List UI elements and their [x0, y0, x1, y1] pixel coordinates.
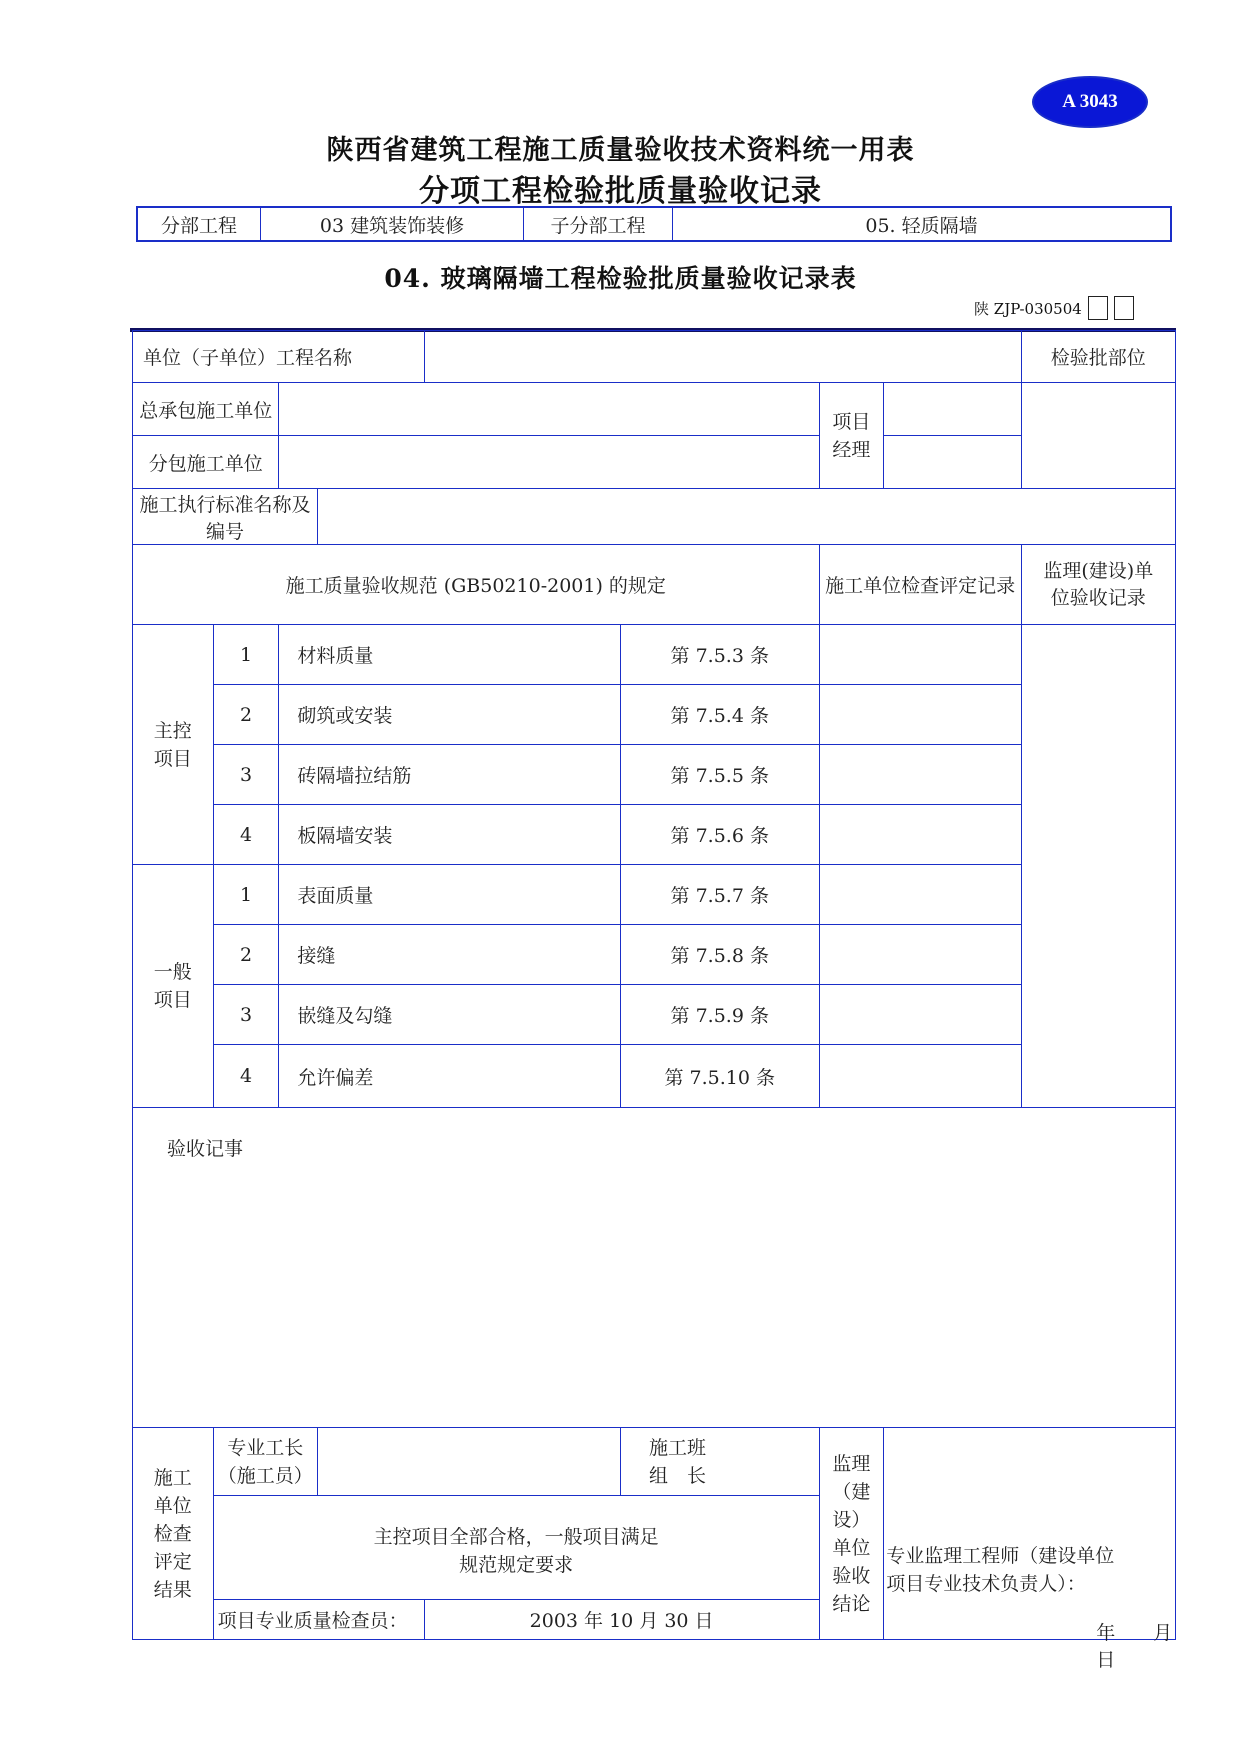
item-no: 2	[213, 685, 279, 745]
page-subtitle: 分项工程检验批质量验收记录	[419, 174, 822, 209]
standard-field[interactable]	[317, 489, 1175, 545]
inspection-location-label: 检验批部位	[1021, 331, 1175, 383]
foreman-field[interactable]	[317, 1428, 620, 1496]
result-text-2: 规范规定要求	[459, 1553, 574, 1576]
general-contractor-field[interactable]	[279, 383, 819, 436]
construction-result-label	[133, 1428, 214, 1640]
code-checkbox-1[interactable]	[1088, 296, 1108, 320]
subcontractor-field[interactable]	[279, 436, 819, 489]
item-no: 3	[213, 745, 279, 805]
sub-sub-project-label: 子分部工程	[524, 207, 673, 241]
inspector-label: 项目专业质量检查员：	[213, 1600, 424, 1640]
construction-record-cell[interactable]	[819, 685, 1021, 745]
sub-sub-project-value: 05. 轻质隔墙	[673, 207, 1172, 241]
construction-record-cell[interactable]	[819, 1045, 1021, 1108]
subcontractor-label: 分包施工单位	[133, 436, 279, 489]
item-clause: 第 7.5.5 条	[620, 745, 819, 805]
supervision-conclusion-label-2: （建设）	[832, 1480, 871, 1531]
standard-label: 施工执行标准名称及编号	[133, 489, 318, 545]
item-name: 表面质量	[279, 865, 621, 925]
item-clause: 第 7.5.6 条	[620, 805, 819, 865]
form-number-badge: A 3043	[1032, 76, 1148, 128]
item-no: 1	[213, 625, 279, 685]
construction-result-label-2: 单位	[153, 1494, 192, 1517]
item-name: 砖隔墙拉结筋	[279, 745, 621, 805]
supervision-conclusion-label-3: 单位	[832, 1536, 871, 1559]
general-items-label	[133, 865, 214, 1108]
construction-result-label-4: 评定	[153, 1550, 192, 1573]
general-items-label-1: 一般	[153, 961, 192, 983]
construction-record-cell[interactable]	[819, 985, 1021, 1045]
item-no: 2	[213, 925, 279, 985]
item-clause: 第 7.5.9 条	[620, 985, 819, 1045]
inspection-table	[132, 330, 1211, 1671]
project-manager-label	[819, 383, 884, 489]
item-clause: 第 7.5.3 条	[620, 625, 819, 685]
spec-header: 施工质量验收规范 (GB50210-2001) 的规定	[133, 545, 820, 625]
page-title: 陕西省建筑工程施工质量验收技术资料统一用表	[326, 135, 915, 166]
item-name: 砌筑或安装	[279, 685, 621, 745]
supervision-conclusion-label-4: 验收	[832, 1564, 871, 1587]
form-code-text: 陕 ZJP-030504	[974, 299, 1082, 318]
general-contractor-label: 总承包施工单位	[133, 383, 279, 436]
construction-result-label-3: 检查	[153, 1522, 192, 1545]
remarks-label: 验收记事	[167, 1138, 244, 1160]
item-clause: 第 7.5.7 条	[620, 865, 819, 925]
construction-result-label-5: 结果	[153, 1578, 192, 1601]
item-clause: 第 7.5.4 条	[620, 685, 819, 745]
result-text-1: 主控项目全部合格，一般项目满足	[373, 1525, 659, 1548]
inspector-date: 2003 年 10 月 30 日	[424, 1600, 819, 1640]
team-leader-label-2: 组 长	[648, 1464, 706, 1487]
supervision-conclusion-label-1: 监理	[832, 1452, 871, 1475]
item-name: 材料质量	[279, 625, 621, 685]
engineer-label-1: 专业监理工程师（建设单位	[886, 1545, 1115, 1567]
project-manager-label-1: 项目	[832, 410, 871, 433]
supervision-record-header-2: 位验收记录	[1050, 586, 1146, 609]
project-manager-label-2: 经理	[832, 438, 871, 461]
engineer-label	[886, 1542, 1114, 1598]
remarks-area[interactable]	[133, 1108, 1176, 1428]
item-no: 3	[213, 985, 279, 1045]
code-checkbox-2[interactable]	[1114, 296, 1134, 320]
item-no: 4	[213, 1045, 279, 1108]
supervision-date: 年 月 日	[1096, 1622, 1211, 1671]
supervision-conclusion-area[interactable]	[884, 1428, 1211, 1671]
supervision-record-header-1: 监理(建设)单	[1043, 559, 1154, 582]
project-manager-field-1[interactable]	[884, 383, 1021, 436]
item-name: 嵌缝及勾缝	[279, 985, 621, 1045]
construction-record-cell[interactable]	[819, 625, 1021, 685]
project-manager-field-2[interactable]	[884, 436, 1021, 489]
unit-name-field[interactable]	[424, 331, 1021, 383]
engineer-label-2: 项目专业技术负责人）：	[886, 1573, 1086, 1595]
construction-record-cell[interactable]	[819, 805, 1021, 865]
main-control-label-1: 主控	[153, 719, 192, 742]
item-clause: 第 7.5.8 条	[620, 925, 819, 985]
supervision-conclusion-label	[819, 1428, 884, 1640]
supervision-record-cell[interactable]	[1021, 625, 1175, 1108]
general-items-label-2: 项目	[153, 989, 192, 1011]
construction-record-cell[interactable]	[819, 925, 1021, 985]
main-control-label	[133, 625, 214, 865]
item-clause: 第 7.5.10 条	[620, 1045, 819, 1108]
construction-record-cell[interactable]	[819, 865, 1021, 925]
item-no: 4	[213, 805, 279, 865]
item-name: 接缝	[279, 925, 621, 985]
construction-record-header: 施工单位检查评定记录	[819, 545, 1021, 625]
team-leader-label-1: 施工班	[648, 1436, 706, 1459]
item-name: 板隔墙安装	[279, 805, 621, 865]
supervision-record-header	[1021, 545, 1175, 625]
result-text	[213, 1496, 819, 1600]
header-table	[136, 206, 1172, 242]
team-leader-label	[620, 1428, 819, 1496]
foreman-label	[213, 1428, 317, 1496]
supervision-conclusion-label-5: 结论	[832, 1592, 871, 1615]
inspection-location-field[interactable]	[1021, 383, 1175, 489]
form-title: 04. 玻璃隔墙工程检验批质量验收记录表	[384, 264, 857, 293]
foreman-label-2: （施工员）	[217, 1464, 313, 1487]
foreman-label-1: 专业工长	[227, 1436, 304, 1459]
sub-project-label: 分部工程	[137, 207, 261, 241]
construction-result-label-1: 施工	[153, 1466, 192, 1489]
form-code	[974, 296, 1134, 320]
item-no: 1	[213, 865, 279, 925]
construction-record-cell[interactable]	[819, 745, 1021, 805]
main-control-label-2: 项目	[153, 747, 192, 770]
unit-name-label: 单位（子单位）工程名称	[133, 331, 425, 383]
item-name: 允许偏差	[279, 1045, 621, 1108]
sub-project-value: 03 建筑装饰装修	[261, 207, 524, 241]
